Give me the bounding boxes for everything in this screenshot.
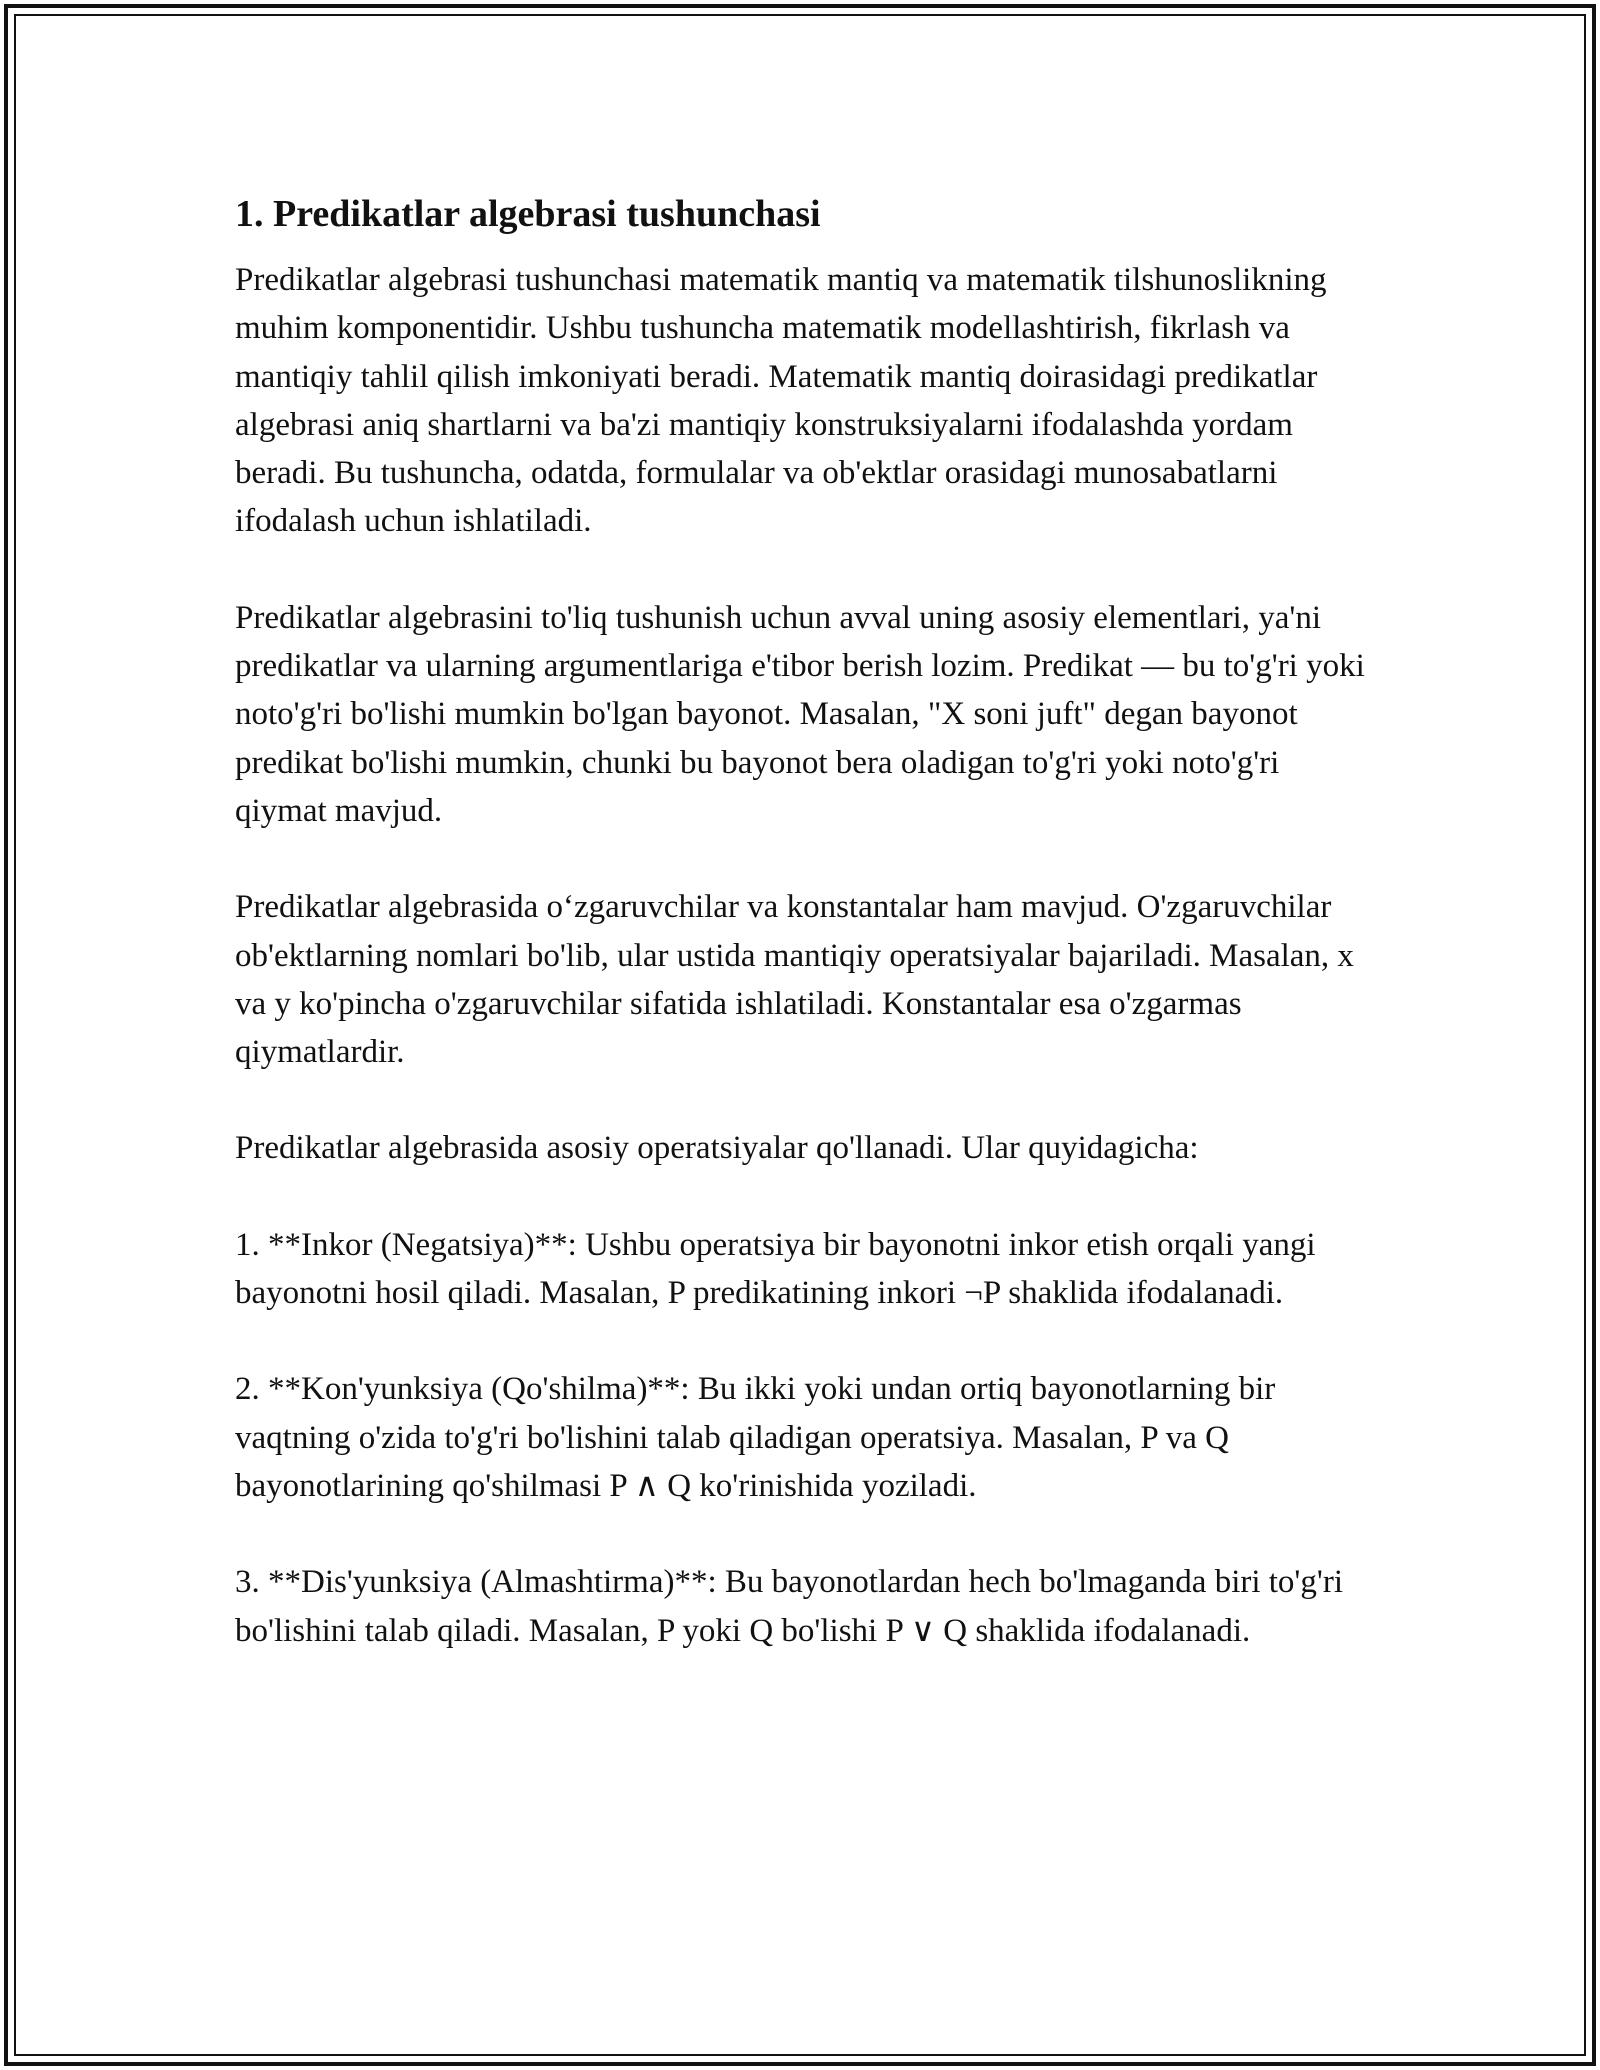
paragraph-predicate-definition: Predikatlar algebrasini to'liq tushunish uchun avval uning asosiy elementlari, ya'ni predikatlar va ularning argumentlariga e'tibor berish lozim. Predikat — bu to'g'ri yoki noto'g'ri bo'lishi mumkin bo'lgan bayonot. Masalan, "X soni juft" degan bayonot predikat bo'lishi mumkin, chunki bu bayonot bera oladigan to'g'ri yoki noto'g'ri qiymat mavjud. — [235, 599, 1365, 829]
list-item-conjunction: 2. **Kon'yunksiya (Qo'shilma)**: Bu ikki yoki undan ortiq bayonotlarning bir vaqtning o'zida to'g'ri bo'lishini talab qiladigan operatsiya. Masalan, P va Q bayonotlarining qo'shilmasi P ∧ Q ko'rinishida yoziladi. — [235, 1371, 1276, 1504]
document-body — [235, 188, 1375, 1655]
paragraph-intro: Predikatlar algebrasi tushunchasi matematik mantiq va matematik tilshunoslikning muhim komponentidir. Ushbu tushuncha matematik modellashtirish, fikrlash va mantiqiy tahlil qilish imkoniyati beradi. Matematik mantiq doirasidagi predikatlar algebrasi aniq shartlarni va ba'zi mantiqiy konstruksiyalarni ifodalashda yordam beradi. Bu tushuncha, odatda, formulalar va ob'ektlar orasidagi munosabatlarni ifodalash uchun ishlatiladi. — [235, 262, 1327, 540]
section-heading: 1. Predikatlar algebrasi tushunchasi — [235, 193, 821, 235]
list-item-disjunction: 3. **Dis'yunksiya (Almashtirma)**: Bu bayonotlardan hech bo'lmaganda biri to'g'ri bo'lishini talab qiladi. Masalan, P yoki Q bo'lishi P ∨ Q shaklida ifodalanadi. — [235, 1564, 1343, 1649]
paragraph-operations-intro: Predikatlar algebrasida asosiy operatsiyalar qo'llanadi. Ular quyidagicha: — [235, 1130, 1199, 1167]
paragraph-variables-constants: Predikatlar algebrasida o‘zgaruvchilar va konstantalar ham mavjud. O'zgaruvchilar ob'ektlarning nomlari bo'lib, ular ustida mantiqiy operatsiyalar bajariladi. Masalan, x va y ko'pincha o'zgaruvchilar sifatida ishlatiladi. Konstantalar esa o'zgarmas qiymatlardir. — [235, 889, 1354, 1071]
list-item-negation: 1. **Inkor (Negatsiya)**: Ushbu operatsiya bir bayonotni inkor etish orqali yangi bayonotni hosil qiladi. Masalan, P predikatining inkori ¬P shaklida ifodalanadi. — [235, 1226, 1316, 1312]
